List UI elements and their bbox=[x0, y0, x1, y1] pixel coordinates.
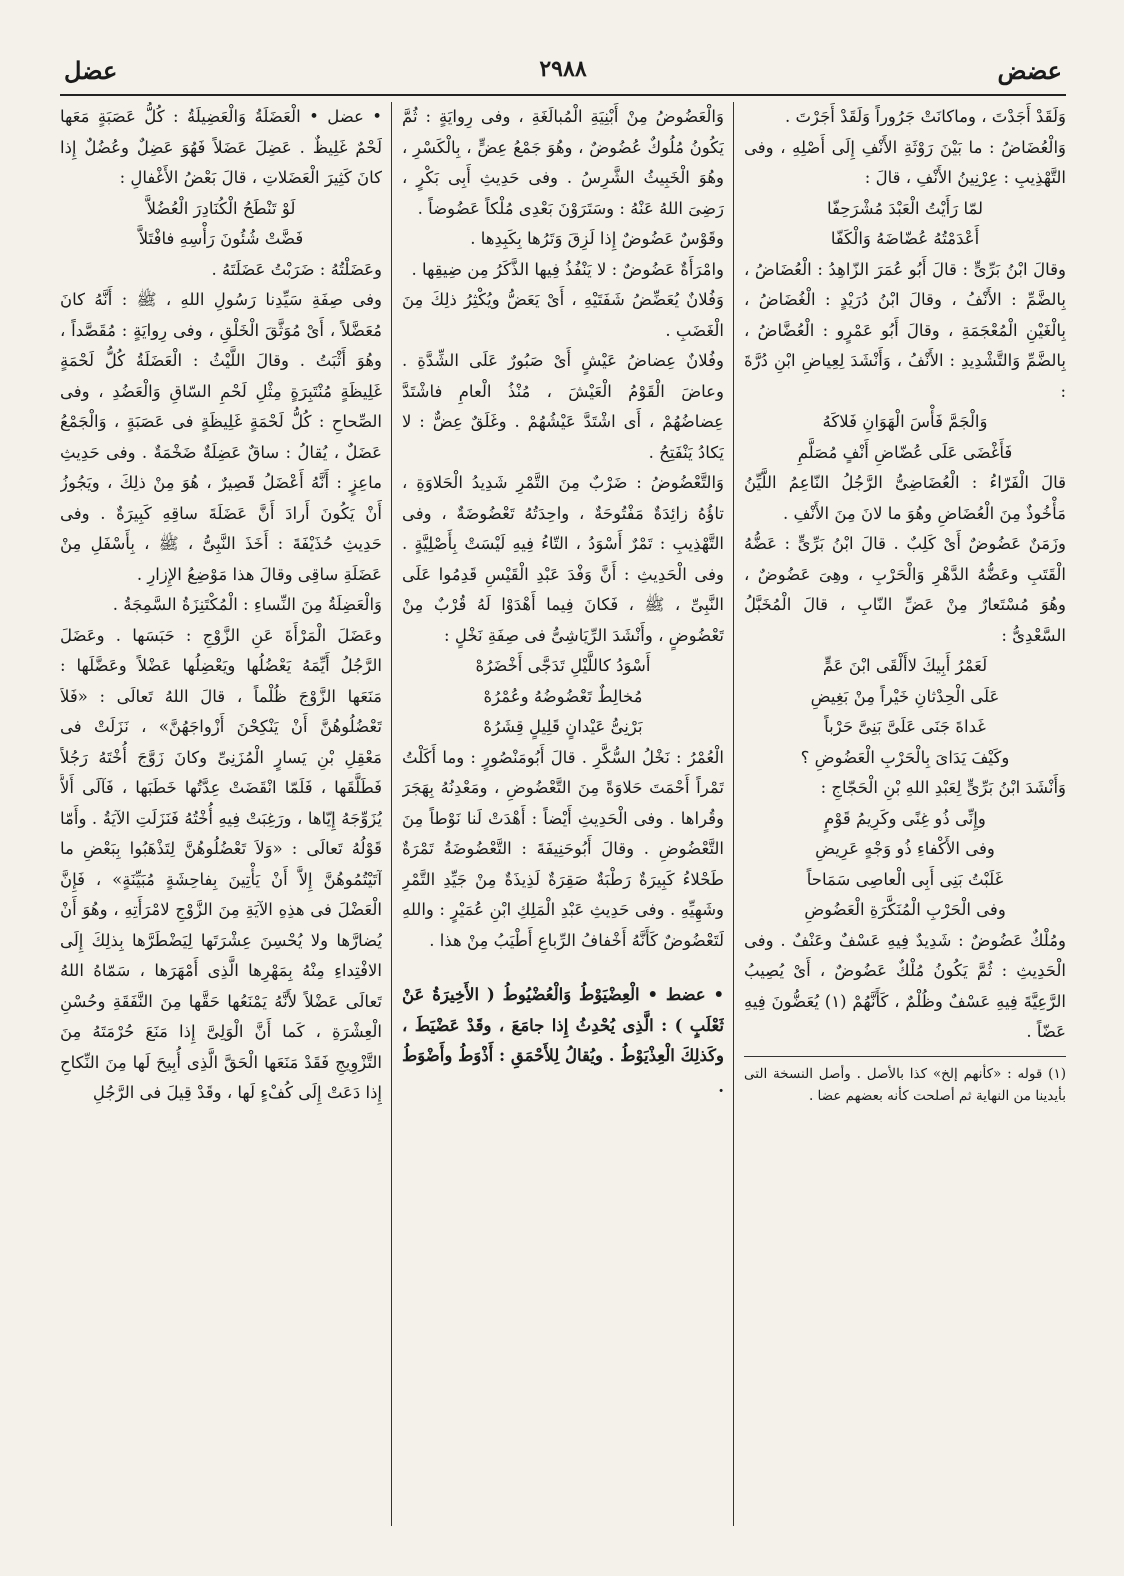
dictionary-page bbox=[60, 56, 1066, 1526]
paragraph: وَلَقَدْ أَجَدْتَ ، وماكانَتْ جَرُوراً وَلَقَدْ أَجَرْتَ . bbox=[784, 107, 1066, 126]
verse-line: مُخالِطٌ تَعْضُوضُهُ وعُمْرُهْ bbox=[483, 686, 643, 706]
text-columns bbox=[60, 102, 1066, 1526]
verse-line: غَداةَ جَنَى عَلَىَّ بَنِىَّ حَرْباً bbox=[824, 717, 986, 736]
paragraph: قالَ الْفَرّاءُ : الْعُضَاضِىُّ الرَّجُلُ النّاعِمُ اللَّيِّنُ مَأْخُوذٌ مِنَ الْعُضَاضِ وهُوَ ما لانَ مِنَ الأَنْفِ . bbox=[744, 473, 1066, 523]
header-right-word: عضض bbox=[997, 56, 1062, 85]
verse-line: فَضَّتْ شُئُونَ رَأْسِهِ فافْتَلاَّ bbox=[138, 229, 304, 248]
column-middle bbox=[402, 102, 724, 1526]
column-separator bbox=[733, 102, 734, 1526]
verse-line: بَرْنِىُّ عَيْدانٍ قَلِيلٍ قِشَرُهْ bbox=[483, 717, 643, 736]
paragraph: وقالَ ابْنُ بَرِّىٍّ : قالَ أَبُو عُمَرَ الزّاهِدُ : الْعُضَاضُ ، بِالضَّمِّ : الأَنْفُ ، وقالَ ابْنُ دُرَيْدٍ : الْغُضَاضُ ، بِالْغَيْنِ الْمُعْجَمَةِ ، وقالَ أَبُو عَمْرٍو : الْعُضَّاضُ ، بِالضَّمِّ وَالتَّشْدِيدِ : الأَنْفُ ، وَأَنْشَدَ لِعِياضِ ابْنِ دُرَّةَ : bbox=[744, 259, 1066, 401]
paragraph: وَفُلانٌ يُعَضِّضُ شَفَتَيْهِ ، أَىْ يَعَضُّ ويُكْثِرُ ذلِكَ مِنَ الْغَضَبِ . bbox=[402, 290, 724, 340]
verse-line: لمّا رَأَيْتُ الْعَبْدَ مُشْرَحِفّا bbox=[826, 198, 984, 218]
paragraph: وعَضَلْتُهُ : ضَرَبْتُ عَضَلَتَهُ . bbox=[211, 259, 382, 279]
page-header bbox=[60, 56, 1066, 96]
paragraph: الْعُمْرُ : نَخْلُ السُّكَّرِ . قالَ أَبُومَنْصُورٍ : وما أَكَلْتُ تَمْراً أَحْمَتَ حَلاوَةً مِنَ التَّعْضُوضِ ، ومَعْدِنُهُ بِهَجَرَ وقُراها . وفى الْحَدِيثِ أَيْضاً : أَهْدَتْ لَنا نَوْطاً مِنَ التَّعْضُوضِ . وقالَ أَبُوحَنِيفَةَ : التَّعْضُوضَةُ تَمْرَةٌ طَحْلاءُ كَبِيرَةٌ رَطْبَةٌ صَقِرَةٌ لَذِيذَةٌ مِنْ جَيِّدِ التَّمْرِ وشَهِيِّهِ . وفى حَدِيثِ عَبْدِ الْمَلِكِ ابْنِ عُمَيْرٍ : واللهِ لَتَعْضُوضٌ كَأَنَّهُ أَخْفافُ الرِّباعِ أَطْيَبُ مِنْ هذا . bbox=[402, 747, 724, 950]
page-number: ٢٩٨٨ bbox=[539, 56, 587, 82]
paragraph: وزَمَنٌ عَضُوضٌ أَىْ كَلِبٌ . قالَ ابْنُ بَرِّىٍّ : عَضُّهُ الْقَتَبِ وعَضُّهُ الدَّهْرِ وَالْحَرْبِ ، وهِىَ عَضُوضٌ ، وهُوَ مُسْتَعارٌ مِنْ عَضِّ النّابِ ، قالَ الْمُخَبَّلُ السَّعْدِىُّ : bbox=[744, 534, 1066, 645]
paragraph: ومُلْكٌ عَضُوضٌ : شَدِيدٌ فِيهِ عَسْفٌ وعَنْفٌ . وفى الْحَدِيثِ : ثُمَّ يَكُونُ مُلْكٌ عَضُوضٌ ، أَىْ يُصِيبُ الرَّعِيَّةَ فِيهِ عَسْفٌ وظُلْمٌ ، كَأَنَّهُمْ (١) يُعَضُّونَ فِيهِ عَضّاً . bbox=[744, 930, 1066, 1041]
verse-line: وإِنِّى ذُو غِنًى وكَرِيمُ قَوْمٍ bbox=[824, 808, 986, 828]
verse-line: عَلَى الْحِدْثانِ خَيْراً مِنْ بَغِيضِ bbox=[810, 686, 1000, 706]
column-right bbox=[744, 102, 1066, 1526]
paragraph: وامْرَأَةٌ عَضُوضٌ : لا يَنْفُذُ فِيها الذَّكَرُ مِن ضِيقِها . bbox=[411, 259, 724, 279]
footnote: (١) قوله : «كأنهم إلخ» كذا بالأصل . وأصل النسخة التى بأيدينا من النهاية ثم أصلحت كأنه بعضهم عضا . bbox=[744, 1065, 1066, 1104]
verse-line: لَوْ تَنْطَحُ الْكُنَادِرَ الْعُضُلاَّ bbox=[146, 198, 296, 218]
verse-line: لَعَمْرُ أَبِيكَ لاأَلْقَى ابْنَ عَمٍّ bbox=[822, 656, 988, 675]
verse-line: وفى الأَكْفاءِ ذُو وَجْهٍ عَرِيضِ bbox=[815, 839, 995, 858]
header-left-word: عضل bbox=[64, 56, 118, 85]
verse-line: أَسْوَدُ كاللَّيْلِ تَدَجَّى أَخْضَرُهْ bbox=[475, 656, 651, 675]
paragraph: وفُلانٌ عِضاضُ عَيْشٍ أَىْ صَبُورٌ عَلَى الشِّدَّةِ . وعاضَ الْقَوْمُ الْعَيْشَ ، مُنْذُ الْعامِ فاشْتَدَّ عِضاضُهُمْ ، أَى اشْتَدَّ عَيْشُهُمْ . وغَلَقٌ عِضٌّ : لا يَكادُ يَنْفَتِحُ . bbox=[402, 351, 724, 462]
verse-line: وَالْجَمَّ فَأْسَ الْهَوَانِ فَلاكَهُ bbox=[822, 412, 988, 431]
paragraph: وَأَنْشَدَ ابْنُ بَرِّىٍّ لِعَبْدِ اللهِ بْنِ الْحَجّاجِ : bbox=[820, 778, 1066, 797]
entry-headword-paragraph: • عضل • الْعَضَلَةُ وَالْعَضِيلَةُ : كُلُّ عَصَبَةٍ مَعَها لَحْمٌ غَلِيظٌ . عَضِلَ عَضَلاً فَهُوَ عَضِلٌ وعُضُلٌ إِذا كانَ كَثِيرَ الْعَضَلاتِ ، قالَ بَعْضُ الأَغْفالِ : bbox=[60, 107, 382, 187]
column-separator bbox=[391, 102, 392, 1526]
paragraph: وعَضَلَ الْمَرْأَةَ عَنِ الزَّوْجِ : حَبَسَها . وعَضَلَ الرَّجُلُ أَيِّمَهُ يَعْضُلُها ويَعْضِلُها عَضْلاً وعَضَّلَها : مَنَعَها الزَّوْجَ ظُلْماً ، قالَ اللهُ تَعالَى : «فَلاَ تَعْضُلُوهُنَّ أَنْ يَنْكِحْنَ أَزْواجَهُنَّ» ، نَزَلَتْ فى مَعْقِلِ بْنِ يَسارٍ الْمُزَنِىِّ وكانَ زَوَّجَ أُخْتَهُ رَجُلاً فَطَلَّقَها ، فَلَمّا انْقَضَتْ عِدَّتُها خَطَبَها ، فَآلَى أَلاَّ يُزَوِّجَهُ إِيّاها ، ورَغِبَتْ فِيهِ أُخْتُهُ فَنَزَلَتِ الآيَةُ . وأَمّا قَوْلُهُ تَعالَى : «وَلاَ تَعْضُلُوهُنَّ لِتَذْهَبُوا بِبَعْضِ ما آتَيْتُمُوهُنَّ إِلاَّ أَنْ يَأْتِينَ بِفاحِشَةٍ مُبَيِّنَةٍ» ، فَإِنَّ الْعَضْلَ فى هذِهِ الآيَةِ مِنَ الزَّوْجِ لامْرَأَتِهِ ، وهُوَ أَنْ يُضارَّها ولا يُحْسِنَ عِشْرَتَها لِيَضْطَرَّها بِذلِكَ إِلَى الافْتِداءِ مِنْهُ بِمَهْرِها الَّذِى أَمْهَرَها ، سَمّاهُ اللهُ تَعالَى عَضْلاً لأَنَّهُ يَمْنَعُها حَقَّها مِنَ النَّفَقَةِ وحُسْنِ الْعِشْرَةِ ، كَما أَنَّ الْوَلِىَّ إِذا مَنَعَ حُرْمَتَهُ مِنَ التَّزْوِيجِ فَقَدْ مَنَعَها الْحَقَّ الَّذِى أُبِيحَ لَها مِنَ النِّكاحِ إِذا دَعَتْ إِلَى كُفْءٍ لَها ، وقَدْ قِيلَ فى الرَّجُلِ bbox=[60, 625, 382, 1102]
paragraph: وقَوْسٌ عَضُوضٌ إِذا لَزِقَ وَتَرُها بِكَبِدِها . bbox=[470, 229, 724, 248]
verse-line: فَأَغْضَى عَلَى عُضّاضِ أَنْفٍ مُصَلَّمِ bbox=[797, 442, 1013, 462]
footnote-rule bbox=[744, 1056, 1066, 1057]
header-rule bbox=[60, 94, 1066, 96]
column-left bbox=[60, 102, 382, 1526]
verse-line: وكَيْفَ يَدَاىَ بِالْحَرْبِ الْعَضُوضِ ؟ bbox=[800, 747, 1010, 767]
paragraph: وفى صِفَةِ سَيِّدِنا رَسُولِ اللهِ ، ﷺ : أَنَّهُ كانَ مُعَضَّلاً ، أَىْ مُوَثَّقَ الْخَلْقِ ، وفى رِوايَةٍ : مُقَصَّداً ، وهُوَ أَثْبَتُ . وقالَ اللَّيْثُ : الْعَضَلَةُ كُلُّ لَحْمَةٍ غَلِيظَةٍ مُنْتَبِرَةٍ مِثْلِ لَحْمِ السّاقِ وَالْعَضُدِ ، وفى الصِّحاحِ : كُلُّ لَحْمَةٍ غَلِيظَةٍ فى عَصَبَةٍ ، وَالْجَمْعُ عَضَلٌ ، يُقالُ : ساقٌ عَضِلَةٌ ضَخْمَةٌ . وفى حَدِيثِ ماعِزٍ : أَنَّهُ أَعْضَلُ قَصِيرٌ ، هُوَ مِنْ ذلِكَ ، ويَجُوزُ أَنْ يَكُونَ أَرادَ أَنَّ عَضَلَةَ ساقِهِ كَبِيرَةٌ . وفى حَدِيثِ حُذَيْفَةَ : أَخَذَ النَّبِىُّ ، ﷺ ، بِأَسْفَلِ مِنْ عَضَلَةِ ساقِى وقالَ هذا مَوْضِعُ الإِزارِ . bbox=[60, 290, 382, 584]
verse-line: وفى الْحَرْبِ الْمُنَكَّرَةِ الْعَضُوضِ bbox=[804, 900, 1006, 919]
paragraph: وَالْعُضَاضُ : ما بَيْنَ رَوْثَةِ الأَنْفِ إِلَى أَصْلِهِ ، وفى التَّهْذِيبِ : عِرْنِينُ الأَنْفِ ، قالَ : bbox=[744, 137, 1066, 187]
verse-line: غَلَبْتُ بَنِى أَبِى الْعاصِى سَمَاحاً bbox=[806, 869, 1004, 889]
verse-line: أَعْدَمْتُهُ عُضّاضَهُ وَالْكَفّا bbox=[830, 229, 980, 248]
paragraph: وَالتَّعْضُوضُ : ضَرْبٌ مِنَ التَّمْرِ شَدِيدُ الْحَلاوَةِ ، تاؤُهُ زائِدَةٌ مَفْتُوحَةٌ ، واحِدَتُهُ تَعْضُوضَةٌ ، وفى التَّهْذِيبِ : تَمْرٌ أَسْوَدُ ، التّاءُ فِيهِ لَيْسَتْ بِأَصْلِيَّةٍ . وفى الْحَدِيثِ : أَنَّ وَفْدَ عَبْدِ الْقَيْسِ قَدِمُوا عَلَى النَّبِىِّ ، ﷺ ، فَكانَ فِيما أَهْدَوْا لَهُ قُرْبٌ مِنْ تَعْضُوضٍ ، وأَنْشَدَ الرِّيَاشِىُّ فى صِفَةِ نَخْلٍ : bbox=[402, 473, 724, 645]
entry-headword-paragraph: • عضط • الْعِضْيَوْطُ وَالْعُضْيُوطُ ( الأَخِيرَةُ عَنْ ثَعْلَبٍ ) : الَّذِى يُحْدِثُ إِذا جامَعَ ، وقَدْ عَضْيَطَ ، وكَذلِكَ الْعِذْيَوْطُ . ويُقالُ لِلأَحْمَقِ : أَذْوَطُ وأَضْوَطُ . bbox=[402, 985, 724, 1096]
paragraph: وَالْعَضِلَةُ مِنَ النِّساءِ : الْمُكْتَنِزَةُ السَّمِجَةُ . bbox=[112, 595, 382, 614]
paragraph: وَالْعَضُوضُ مِنْ أَبْنِيَةِ الْمُبالَغَةِ ، وفى رِوايَةٍ : ثُمَّ يَكُونُ مُلُوكٌ عُضُوضٌ ، وهُوَ جَمْعُ عِضٍّ ، بِالْكَسْرِ ، وهُوَ الْخَبِيثُ الشَّرِسُ . وفى حَدِيثِ أَبِى بَكْرٍ ، رَضِىَ اللهُ عَنْهُ : وسَتَرَوْنَ بَعْدِى مُلْكاً عَضُوضاً . bbox=[402, 107, 724, 218]
